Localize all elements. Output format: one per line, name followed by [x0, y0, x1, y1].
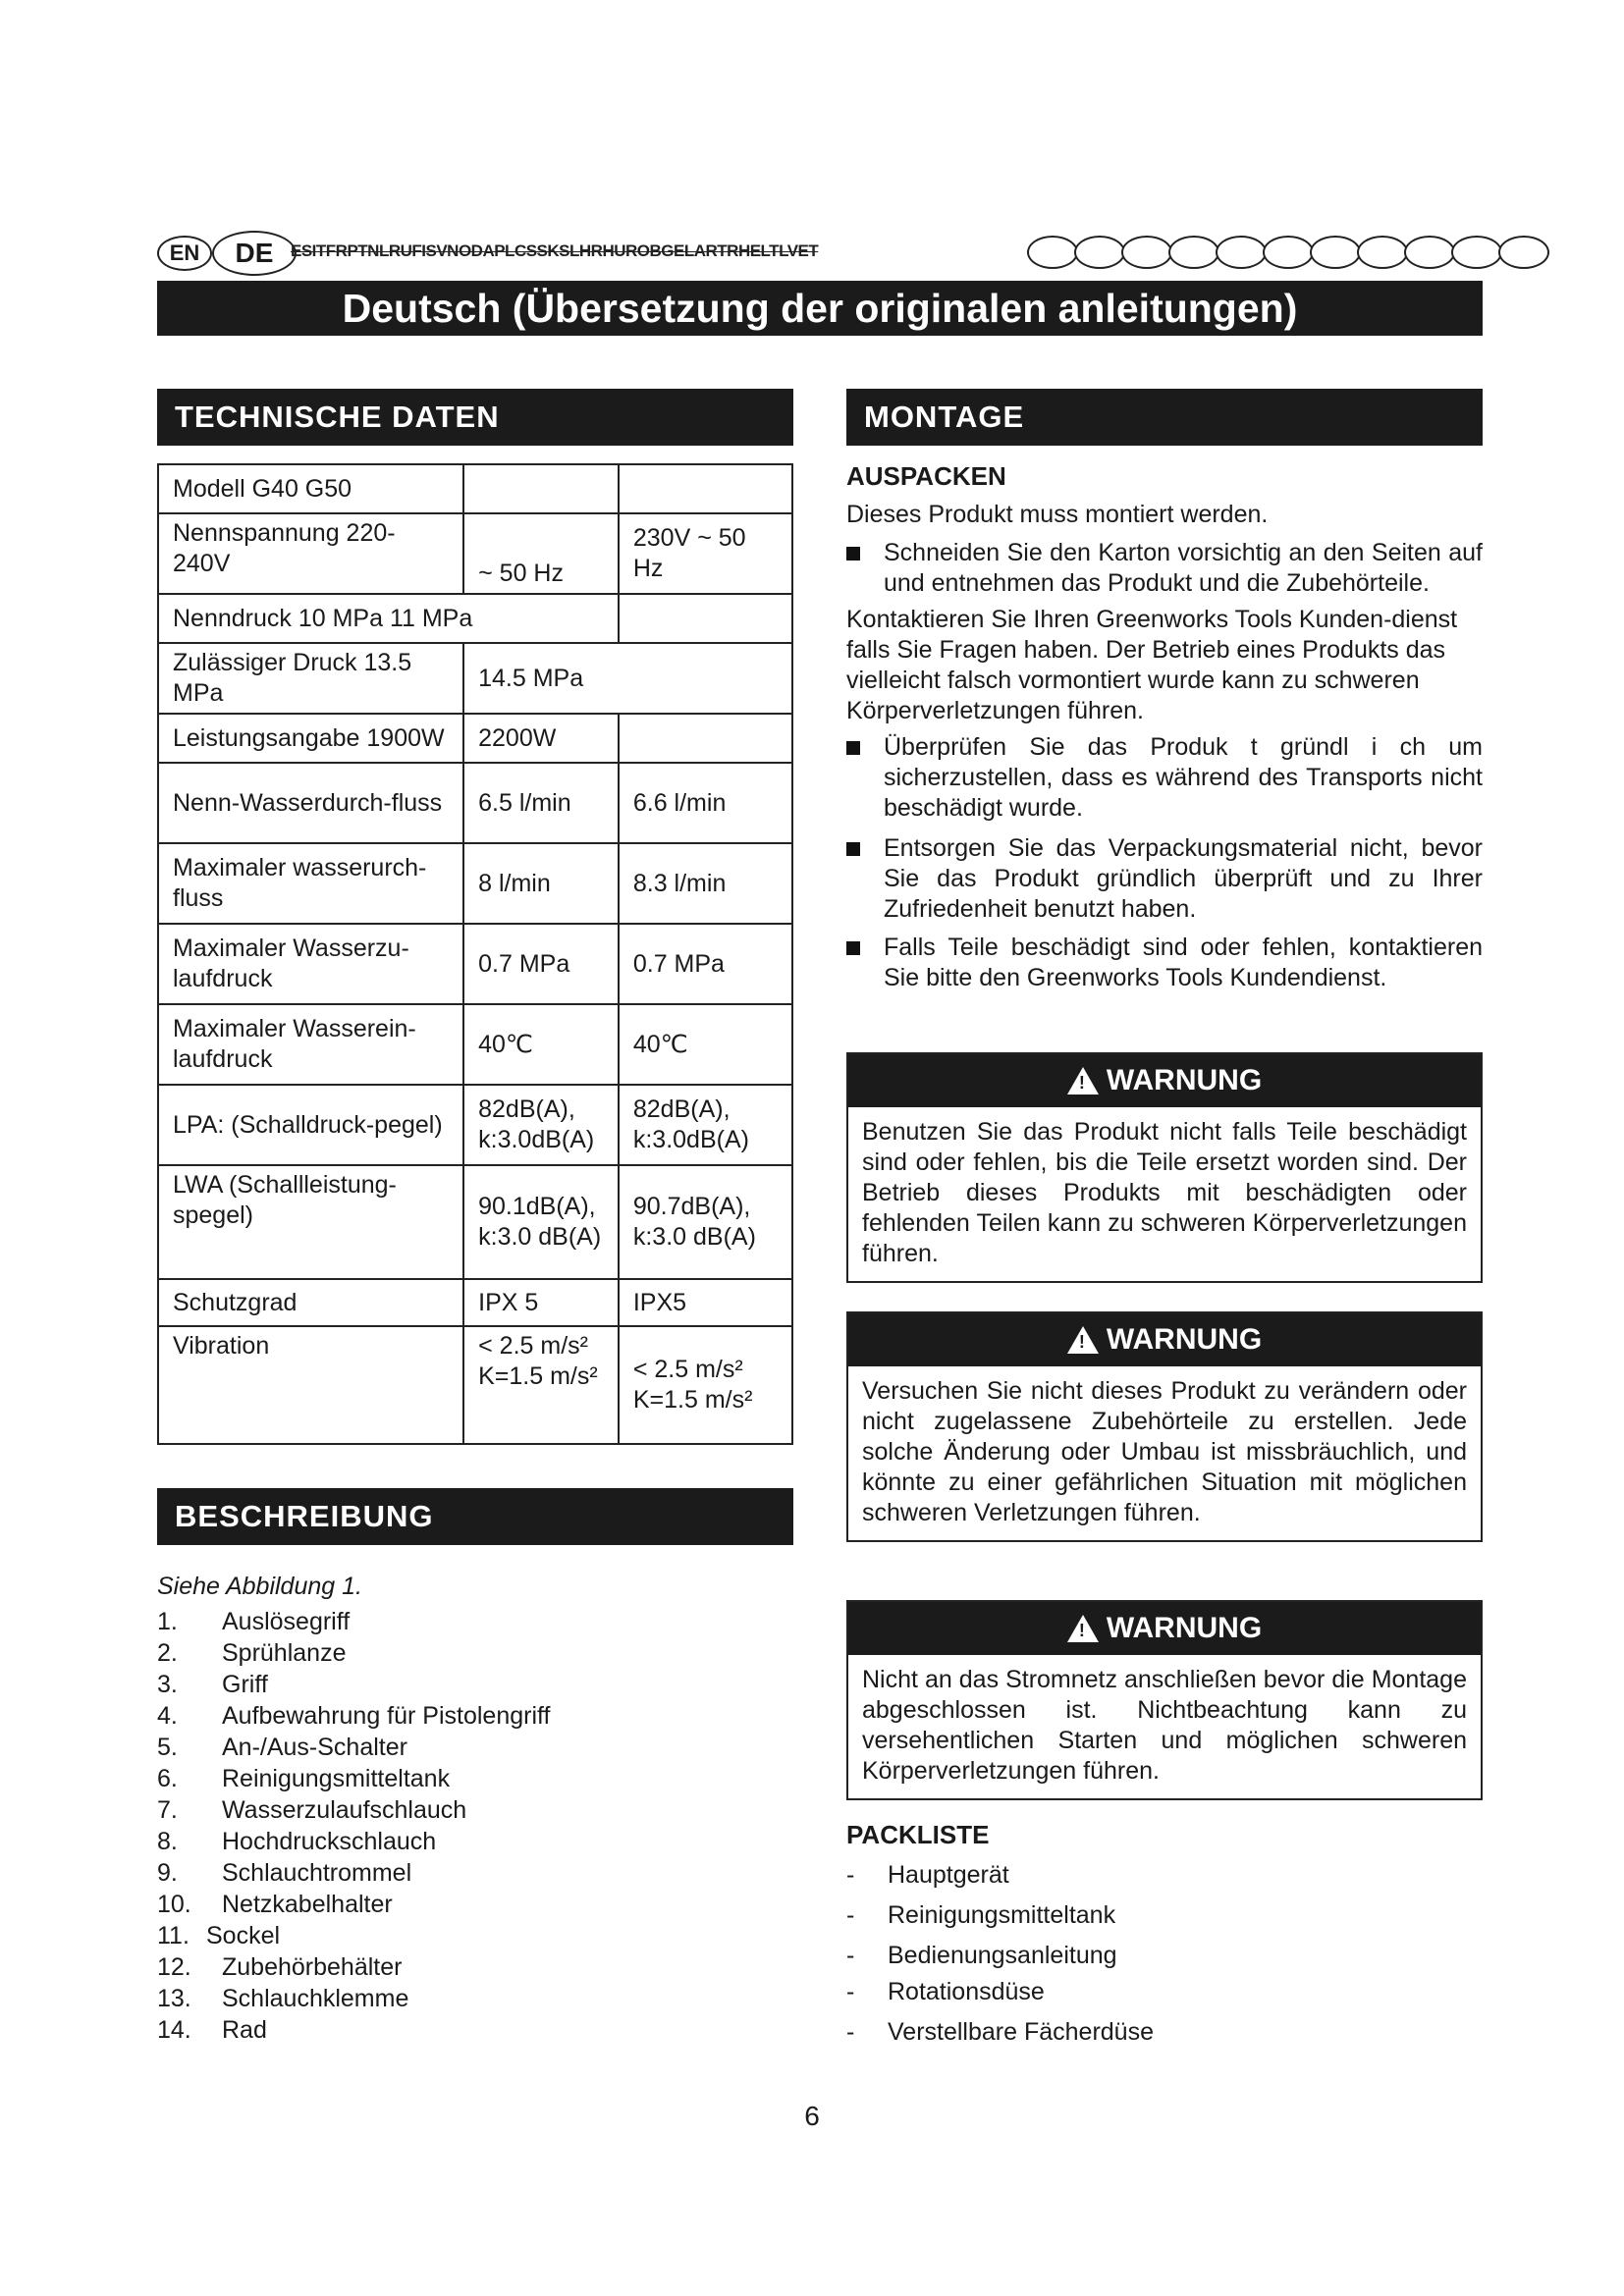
item-number: 12. [157, 1953, 191, 1981]
spec-row [158, 1165, 792, 1279]
item-label: Griff [222, 1671, 268, 1698]
list-item [157, 1794, 550, 1826]
bullet-item [846, 538, 1483, 599]
warning-header [848, 1054, 1481, 1107]
lang-oval [1451, 236, 1502, 269]
contact-paragraph: Kontaktieren Sie Ihren Greenworks Tools Kunden-dienst falls Sie Fragen haben. Der Betrieb eines Produkts das vielleicht falsch vormontiert wurde kann zu schweren Körperverletzungen führen. [846, 606, 1458, 724]
lang-oval [1027, 236, 1078, 269]
item-number: 1. [157, 1608, 178, 1635]
spec-value-g40: < 2.5 m/s² K=1.5 m/s² [463, 1326, 619, 1444]
item-number: 4. [157, 1702, 178, 1730]
spec-value-g40: 2200W [463, 714, 619, 763]
warning-text: Versuchen Sie nicht dieses Produkt zu verändern oder nicht zugelassene Zubehörteile zu erstellen. Jede solche Änderung oder Umbau ist missbräuchlich, und könnte zu einer gefährlichen Situation mit möglichen schweren Verletzungen führen. [862, 1377, 1467, 1526]
item-label: Hochdruckschlauch [222, 1828, 437, 1855]
spec-value-g50: IPX5 [619, 1279, 792, 1326]
item-number: 10. [157, 1891, 191, 1918]
item-label: Auslösegriff [222, 1608, 351, 1635]
parts-list [157, 1606, 550, 2046]
lang-oval [1074, 236, 1125, 269]
dash-bullet: - [846, 1901, 855, 1929]
spec-row [158, 1326, 792, 1444]
spec-value-g50: 6.6 l/min [619, 763, 792, 843]
item-number: 3. [157, 1671, 178, 1698]
list-item [846, 1977, 1483, 2007]
warning-title: WARNUNG [1106, 1323, 1263, 1356]
spec-value-g40: ~ 50 Hz [463, 513, 619, 594]
bullet-item [846, 933, 1483, 993]
item-label: Rotationsdüse [888, 1978, 1045, 2005]
dash-bullet: - [846, 1861, 855, 1889]
item-number: 11. [157, 1922, 189, 1949]
item-label: Sockel [206, 1922, 281, 1949]
spec-value-g50 [619, 714, 792, 763]
item-label: An-/Aus-Schalter [222, 1734, 407, 1761]
item-label: Reinigungsmitteltank [222, 1765, 451, 1792]
spec-label: LWA (Schallleistung-spegel) [158, 1165, 463, 1279]
bullet-item [846, 833, 1483, 925]
bullet-text: Entsorgen Sie das Verpackungsmaterial nicht, bevor Sie das Produkt gründlich überprüft und zu Ihrer Zufriedenheit benutzt haben. [884, 834, 1483, 923]
page-number: 6 [804, 2101, 820, 2131]
lang-oval [1310, 236, 1361, 269]
spec-value-g50: 82dB(A), k:3.0dB(A) [619, 1085, 792, 1165]
item-number: 9. [157, 1859, 178, 1887]
lang-oval [1498, 236, 1549, 269]
item-label: Verstellbare Fächerdüse [888, 2018, 1154, 2046]
lang-tab-en: EN [157, 236, 212, 271]
spec-row [158, 924, 792, 1004]
spec-label: Nenn-Wasserdurch-fluss [158, 763, 463, 843]
list-item [157, 1951, 550, 1983]
spec-row [158, 464, 792, 513]
spec-label: Vibration [158, 1326, 463, 1444]
list-item [157, 1700, 550, 1732]
item-label: Rad [222, 2016, 267, 2044]
warning-header [848, 1602, 1481, 1655]
spec-label: Nenndruck 10 MPa 11 MPa [158, 594, 619, 643]
spec-label: LPA: (Schalldruck-pegel) [158, 1085, 463, 1165]
lang-oval [1121, 236, 1172, 269]
warning-triangle-icon [1067, 1067, 1099, 1095]
spec-label: Leistungsangabe 1900W [158, 714, 463, 763]
spec-value-g40: 14.5 MPa [463, 643, 792, 714]
lang-oval-row [1031, 236, 1549, 269]
spec-value-g40: 0.7 MPa [463, 924, 619, 1004]
spec-table [157, 463, 793, 1445]
item-label: Netzkabelhalter [222, 1891, 393, 1918]
figure-caption: Siehe Abbildung 1. [157, 1573, 362, 1600]
assembly-heading: MONTAGE [846, 389, 1483, 446]
list-item [157, 1889, 550, 1920]
spec-row [158, 1004, 792, 1085]
item-number: 13. [157, 1985, 191, 2012]
spec-label: Schutzgrad [158, 1279, 463, 1326]
item-label: Schlauchklemme [222, 1985, 409, 2012]
spec-row [158, 594, 792, 643]
assembly-section [846, 461, 1483, 993]
item-label: Bedienungsanleitung [888, 1942, 1117, 1969]
bullet-text: Überprüfen Sie das Produk t gründl i ch um sicherzustellen, dass es während des Transports nicht beschädigt wurde. [884, 733, 1483, 822]
list-item [157, 1732, 550, 1763]
item-label: Schlauchtrommel [222, 1859, 412, 1887]
assembly-intro: Dieses Produkt muss montiert werden. [846, 501, 1269, 528]
spec-value-g40: 8 l/min [463, 843, 619, 924]
warning-triangle-icon [1067, 1326, 1099, 1354]
item-number: 6. [157, 1765, 178, 1792]
spec-value-g50: 8.3 l/min [619, 843, 792, 924]
spec-value-g50 [619, 464, 792, 513]
language-tabs [157, 232, 1483, 281]
item-number: 5. [157, 1734, 178, 1761]
page-title: Deutsch (Übersetzung der originalen anleitungen) [157, 281, 1483, 336]
warning-box [846, 1600, 1483, 1800]
list-item [157, 1920, 550, 1951]
packing-list-heading: PACKLISTE [846, 1820, 990, 1849]
list-item [157, 1983, 550, 2014]
bullet-text: Schneiden Sie den Karton vorsichtig an den Seiten auf und entnehmen das Produkt und die Zubehörteile. [884, 539, 1483, 597]
tech-data-heading: TECHNISCHE DATEN [157, 389, 793, 446]
list-item [157, 1669, 550, 1700]
spec-label: Maximaler Wasserein-laufdruck [158, 1004, 463, 1085]
lang-oval [1357, 236, 1408, 269]
bullet-square-icon [846, 842, 860, 856]
item-label: Reinigungsmitteltank [888, 1901, 1116, 1929]
dash-bullet: - [846, 1978, 855, 2005]
list-item [157, 1637, 550, 1669]
list-item [846, 1900, 1483, 1931]
warning-header [848, 1313, 1481, 1366]
item-label: Zubehörbehälter [222, 1953, 403, 1981]
item-number: 14. [157, 2016, 191, 2044]
warning-text: Nicht an das Stromnetz anschließen bevor die Montage abgeschlossen ist. Nichtbeachtung kann zu versehentlichen Starten und möglichen schweren Körperverletzungen führen. [862, 1666, 1467, 1785]
spec-value-g50: 40℃ [619, 1004, 792, 1085]
warning-box [846, 1311, 1483, 1542]
item-label: Sprühlanze [222, 1639, 347, 1667]
list-item [846, 1860, 1483, 1891]
item-number: 2. [157, 1639, 178, 1667]
spec-label: Maximaler Wasserzu-laufdruck [158, 924, 463, 1004]
bullet-square-icon [846, 741, 860, 755]
dash-bullet: - [846, 2018, 855, 2046]
spec-value-g50: 0.7 MPa [619, 924, 792, 1004]
warning-title: WARNUNG [1106, 1612, 1263, 1644]
packing-list [846, 1820, 1483, 2048]
warning-text: Benutzen Sie das Produkt nicht falls Teile beschädigt sind oder fehlen, bis die Teile ersetzt worden sind. Der Betrieb dieses Produkts mit beschädigten oder fehlenden Teilen kann zu schweren Körperverletzungen führen. [862, 1118, 1467, 1267]
description-heading: BESCHREIBUNG [157, 1488, 793, 1545]
item-label: Wasserzulaufschlauch [222, 1796, 467, 1824]
spec-row [158, 513, 792, 594]
dash-bullet: - [846, 1942, 855, 1969]
bullet-square-icon [846, 547, 860, 561]
spec-label: Zulässiger Druck 13.5 MPa [158, 643, 463, 714]
spec-value-g40 [463, 464, 619, 513]
spec-value-g40: 40℃ [463, 1004, 619, 1085]
spec-row [158, 643, 792, 714]
unpacking-heading: AUSPACKEN [846, 461, 1006, 491]
spec-row [158, 1279, 792, 1326]
spec-value-g50: < 2.5 m/s² K=1.5 m/s² [619, 1326, 792, 1444]
item-label: Hauptgerät [888, 1861, 1009, 1889]
spec-value-g50 [619, 594, 792, 643]
spec-value-g50: 90.7dB(A), k:3.0 dB(A) [619, 1165, 792, 1279]
lang-tab-de: DE [212, 231, 297, 276]
spec-value-g40: IPX 5 [463, 1279, 619, 1326]
bullet-square-icon [846, 941, 860, 955]
warning-triangle-icon [1067, 1615, 1099, 1642]
item-label: Aufbewahrung für Pistolengriff [222, 1702, 551, 1730]
spec-label: Maximaler wasserurch-fluss [158, 843, 463, 924]
lang-codes: ESITFRPTNLRUFISVNODAPLCSSKSLHRHUROBGELARTRHELTLVET [291, 241, 819, 260]
spec-row [158, 1085, 792, 1165]
spec-value-g40: 82dB(A), k:3.0dB(A) [463, 1085, 619, 1165]
warning-box [846, 1052, 1483, 1283]
lang-oval [1263, 236, 1314, 269]
spec-value-g40: 90.1dB(A), k:3.0 dB(A) [463, 1165, 619, 1279]
item-number: 8. [157, 1828, 178, 1855]
bullet-text: Falls Teile beschädigt sind oder fehlen, kontaktieren Sie bitte den Greenworks Tools Kundendienst. [884, 934, 1483, 991]
spec-row [158, 843, 792, 924]
item-number: 7. [157, 1796, 178, 1824]
lang-oval [1404, 236, 1455, 269]
spec-row [158, 714, 792, 763]
lang-oval [1168, 236, 1219, 269]
list-item [157, 1606, 550, 1637]
list-item [846, 2017, 1483, 2048]
list-item [157, 1763, 550, 1794]
spec-label: Nennspannung 220-240V [158, 513, 463, 594]
spec-row [158, 763, 792, 843]
list-item [157, 2014, 550, 2046]
list-item [846, 1941, 1483, 1971]
lang-oval [1216, 236, 1267, 269]
bullet-item [846, 732, 1483, 824]
warning-title: WARNUNG [1106, 1064, 1263, 1096]
spec-value-g50: 230V ~ 50 Hz [619, 513, 792, 594]
list-item [157, 1857, 550, 1889]
spec-value-g40: 6.5 l/min [463, 763, 619, 843]
list-item [157, 1826, 550, 1857]
spec-label: Modell G40 G50 [158, 464, 463, 513]
